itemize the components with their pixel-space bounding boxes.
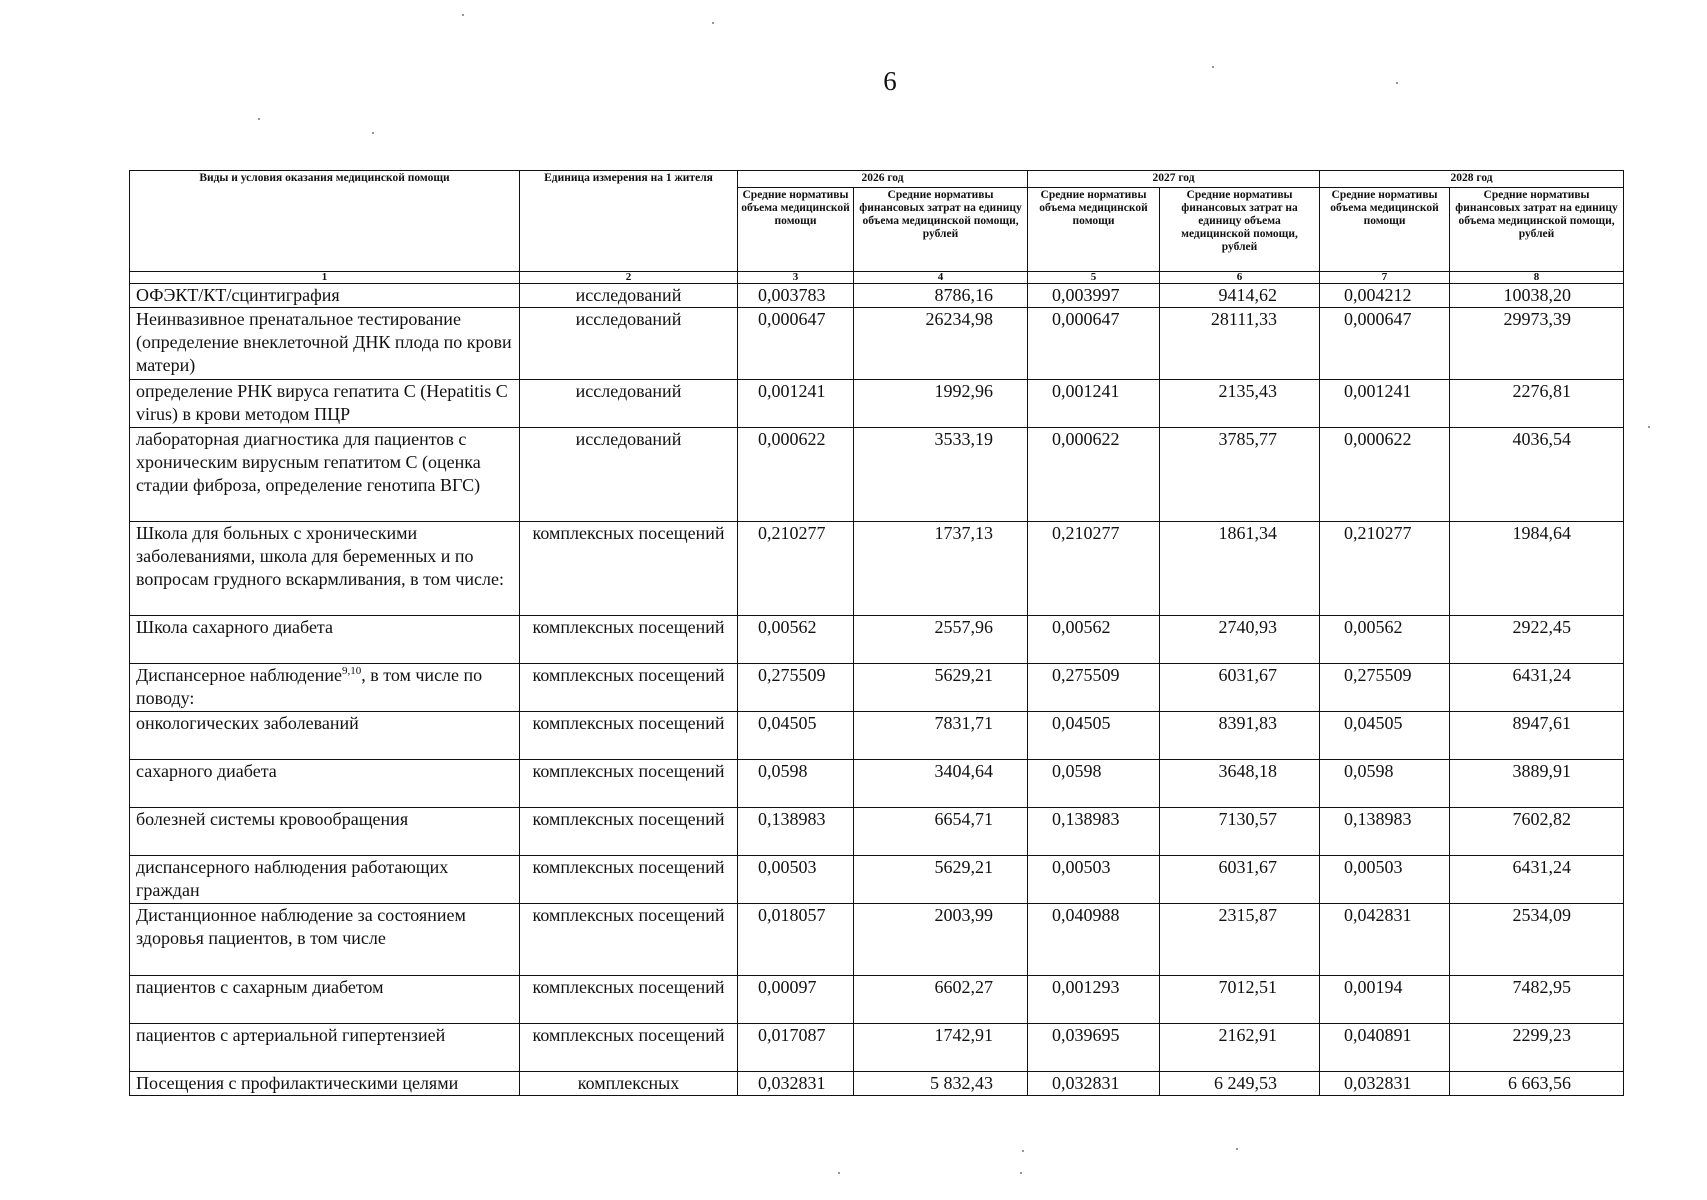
cost-2028: 6 663,56: [1450, 1072, 1624, 1096]
scan-speck: [1648, 426, 1650, 428]
header-cost-2026: Средние нормативы финансовых затрат на единицу объема медицинской помощи, рублей: [854, 188, 1028, 272]
scan-speck: [258, 118, 260, 120]
table-row: [130, 664, 1624, 712]
volume-2026: 0,017087: [738, 1024, 854, 1072]
scan-speck: [1212, 66, 1214, 68]
cost-2026: 1737,13: [854, 522, 1028, 616]
row-unit: комплексных посещений: [520, 760, 738, 808]
norms-table: [129, 170, 1624, 1096]
row-name: болезней системы кровообращения: [130, 808, 520, 856]
volume-2027: 0,000622: [1028, 428, 1160, 522]
row-name-part: , в том числе по поводу:: [136, 665, 483, 708]
cost-2028: 7602,82: [1450, 808, 1624, 856]
scan-speck: [372, 132, 374, 134]
scan-speck: [1396, 82, 1398, 84]
row-unit: исследований: [520, 308, 738, 380]
scan-speck: [462, 14, 464, 16]
volume-2028: 0,00503: [1320, 856, 1450, 904]
cost-2028: 2922,45: [1450, 616, 1624, 664]
cost-2026: 5 832,43: [854, 1072, 1028, 1096]
cost-2027: 2135,43: [1160, 380, 1320, 428]
row-unit: исследований: [520, 380, 738, 428]
volume-2028: 0,138983: [1320, 808, 1450, 856]
row-unit: комплексных посещений: [520, 664, 738, 712]
header-cost-2028: Средние нормативы финансовых затрат на единицу объема медицинской помощи, рублей: [1450, 188, 1624, 272]
row-name: Школа для больных с хроническими заболеваниями, школа для беременных и по вопросам грудного вскармливания, в том числе:: [130, 522, 520, 616]
col-number: 2: [520, 272, 738, 284]
cost-2026: 1742,91: [854, 1024, 1028, 1072]
volume-2027: 0,001293: [1028, 976, 1160, 1024]
volume-2026: 0,0598: [738, 760, 854, 808]
row-unit: комплексных посещений: [520, 904, 738, 976]
cost-2028: 7482,95: [1450, 976, 1624, 1024]
row-unit: исследований: [520, 284, 738, 308]
col-number: 1: [130, 272, 520, 284]
cost-2026: 2557,96: [854, 616, 1028, 664]
row-name: лабораторная диагностика для пациентов с хроническим вирусным гепатитом С (оценка стадии фиброза, определение генотипа ВГС): [130, 428, 520, 522]
volume-2027: 0,0598: [1028, 760, 1160, 808]
cost-2027: 6031,67: [1160, 664, 1320, 712]
volume-2027: 0,000647: [1028, 308, 1160, 380]
volume-2027: 0,039695: [1028, 1024, 1160, 1072]
row-name: Дистанционное наблюдение за состоянием здоровья пациентов, в том числе: [130, 904, 520, 976]
volume-2026: 0,04505: [738, 712, 854, 760]
cost-2027: 2162,91: [1160, 1024, 1320, 1072]
volume-2027: 0,275509: [1028, 664, 1160, 712]
cost-2028: 10038,20: [1450, 284, 1624, 308]
header-year-2027: 2027 год: [1028, 171, 1320, 188]
volume-2028: 0,001241: [1320, 380, 1450, 428]
col-number: 7: [1320, 272, 1450, 284]
cost-2026: 6602,27: [854, 976, 1028, 1024]
volume-2026: 0,000647: [738, 308, 854, 380]
cost-2026: 5629,21: [854, 664, 1028, 712]
scan-speck: [712, 22, 714, 24]
row-name: онкологических заболеваний: [130, 712, 520, 760]
cost-2026: 5629,21: [854, 856, 1028, 904]
volume-2028: 0,042831: [1320, 904, 1450, 976]
volume-2026: 0,032831: [738, 1072, 854, 1096]
row-name-part: Диспансерное наблюдение: [136, 665, 342, 685]
row-name: диспансерного наблюдения работающих граждан: [130, 856, 520, 904]
footnote-ref: 9,10: [341, 665, 362, 677]
col-number: 6: [1160, 272, 1320, 284]
cost-2028: 6431,24: [1450, 664, 1624, 712]
row-unit: комплексных посещений: [520, 616, 738, 664]
volume-2026: 0,00097: [738, 976, 854, 1024]
table-row: [130, 428, 1624, 522]
volume-2026: 0,003783: [738, 284, 854, 308]
table-row: [130, 856, 1624, 904]
header-volume-2028: Средние нормативы объема медицинской помощи: [1320, 188, 1450, 272]
volume-2028: 0,040891: [1320, 1024, 1450, 1072]
volume-2028: 0,004212: [1320, 284, 1450, 308]
cost-2027: 3648,18: [1160, 760, 1320, 808]
cost-2026: 3533,19: [854, 428, 1028, 522]
row-unit: комплексных посещений: [520, 976, 738, 1024]
volume-2026: 0,00503: [738, 856, 854, 904]
cost-2028: 29973,39: [1450, 308, 1624, 380]
row-name: пациентов с сахарным диабетом: [130, 976, 520, 1024]
volume-2028: 0,000622: [1320, 428, 1450, 522]
scan-speck: [1022, 1150, 1024, 1152]
cost-2027: 8391,83: [1160, 712, 1320, 760]
volume-2027: 0,00503: [1028, 856, 1160, 904]
volume-2027: 0,003997: [1028, 284, 1160, 308]
volume-2027: 0,138983: [1028, 808, 1160, 856]
table-row: [130, 284, 1624, 308]
table-row: [130, 1072, 1624, 1096]
cost-2028: 3889,91: [1450, 760, 1624, 808]
header-year-2026: 2026 год: [738, 171, 1028, 188]
table-row: [130, 976, 1624, 1024]
table-row: [130, 616, 1624, 664]
cost-2026: 7831,71: [854, 712, 1028, 760]
cost-2028: 2276,81: [1450, 380, 1624, 428]
row-unit: исследований: [520, 428, 738, 522]
cost-2026: 6654,71: [854, 808, 1028, 856]
row-unit: комплексных посещений: [520, 856, 738, 904]
volume-2028: 0,00194: [1320, 976, 1450, 1024]
row-unit: комплексных посещений: [520, 712, 738, 760]
cost-2028: 6431,24: [1450, 856, 1624, 904]
volume-2028: 0,04505: [1320, 712, 1450, 760]
cost-2026: 8786,16: [854, 284, 1028, 308]
row-name: ОФЭКТ/КТ/сцинтиграфия: [130, 284, 520, 308]
volume-2028: 0,210277: [1320, 522, 1450, 616]
column-numbers-row: [130, 272, 1624, 284]
row-name: пациентов с артериальной гипертензией: [130, 1024, 520, 1072]
volume-2026: 0,000622: [738, 428, 854, 522]
cost-2027: 2315,87: [1160, 904, 1320, 976]
cost-2028: 1984,64: [1450, 522, 1624, 616]
col-number: 3: [738, 272, 854, 284]
row-unit: комплексных: [520, 1072, 738, 1096]
cost-2027: 28111,33: [1160, 308, 1320, 380]
scan-speck: [1236, 1148, 1238, 1150]
table-row: [130, 380, 1624, 428]
header-volume-2027: Средние нормативы объема медицинской помощи: [1028, 188, 1160, 272]
volume-2026: 0,00562: [738, 616, 854, 664]
header-year-2028: 2028 год: [1320, 171, 1624, 188]
row-name: Неинвазивное пренатальное тестирование (определение внеклеточной ДНК плода по крови матери): [130, 308, 520, 380]
volume-2026: 0,210277: [738, 522, 854, 616]
cost-2028: 2299,23: [1450, 1024, 1624, 1072]
volume-2026: 0,018057: [738, 904, 854, 976]
cost-2026: 1992,96: [854, 380, 1028, 428]
col-number: 5: [1028, 272, 1160, 284]
table-row: [130, 808, 1624, 856]
cost-2027: 7012,51: [1160, 976, 1320, 1024]
volume-2027: 0,040988: [1028, 904, 1160, 976]
cost-2027: 2740,93: [1160, 616, 1320, 664]
volume-2027: 0,00562: [1028, 616, 1160, 664]
cost-2028: 2534,09: [1450, 904, 1624, 976]
table-row: [130, 712, 1624, 760]
row-name: Школа сахарного диабета: [130, 616, 520, 664]
cost-2027: 3785,77: [1160, 428, 1320, 522]
volume-2026: 0,001241: [738, 380, 854, 428]
volume-2028: 0,275509: [1320, 664, 1450, 712]
col-number: 4: [854, 272, 1028, 284]
row-unit: комплексных посещений: [520, 808, 738, 856]
volume-2027: 0,210277: [1028, 522, 1160, 616]
volume-2026: 0,138983: [738, 808, 854, 856]
page-number: 6: [883, 66, 897, 96]
cost-2027: 6 249,53: [1160, 1072, 1320, 1096]
table-row: [130, 904, 1624, 976]
row-name: Посещения с профилактическими целями: [130, 1072, 520, 1096]
table-row: [130, 308, 1624, 380]
cost-2027: 6031,67: [1160, 856, 1320, 904]
volume-2028: 0,032831: [1320, 1072, 1450, 1096]
row-unit: комплексных посещений: [520, 1024, 738, 1072]
volume-2027: 0,04505: [1028, 712, 1160, 760]
col-number: 8: [1450, 272, 1624, 284]
cost-2026: 3404,64: [854, 760, 1028, 808]
row-unit: комплексных посещений: [520, 522, 738, 616]
cost-2027: 7130,57: [1160, 808, 1320, 856]
volume-2028: 0,000647: [1320, 308, 1450, 380]
table-row: [130, 1024, 1624, 1072]
table-row: [130, 760, 1624, 808]
scan-speck: [838, 1172, 840, 1174]
header-cost-2027: Средние нормативы финансовых затрат на единицу объема медицинской помощи, рублей: [1160, 188, 1320, 272]
cost-2026: 2003,99: [854, 904, 1028, 976]
header-volume-2026: Средние нормативы объема медицинской помощи: [738, 188, 854, 272]
scan-speck: [1020, 1172, 1022, 1174]
volume-2027: 0,032831: [1028, 1072, 1160, 1096]
volume-2026: 0,275509: [738, 664, 854, 712]
row-name: [130, 664, 520, 712]
cost-2026: 26234,98: [854, 308, 1028, 380]
row-name: сахарного диабета: [130, 760, 520, 808]
cost-2027: 1861,34: [1160, 522, 1320, 616]
cost-2028: 4036,54: [1450, 428, 1624, 522]
volume-2027: 0,001241: [1028, 380, 1160, 428]
header-unit: Единица измерения на 1 жителя: [520, 171, 738, 272]
volume-2028: 0,0598: [1320, 760, 1450, 808]
volume-2028: 0,00562: [1320, 616, 1450, 664]
table-row: [130, 522, 1624, 616]
row-name: определение РНК вируса гепатита С (Hepatitis C virus) в крови методом ПЦР: [130, 380, 520, 428]
header-type: Виды и условия оказания медицинской помощи: [130, 171, 520, 272]
cost-2027: 9414,62: [1160, 284, 1320, 308]
cost-2028: 8947,61: [1450, 712, 1624, 760]
